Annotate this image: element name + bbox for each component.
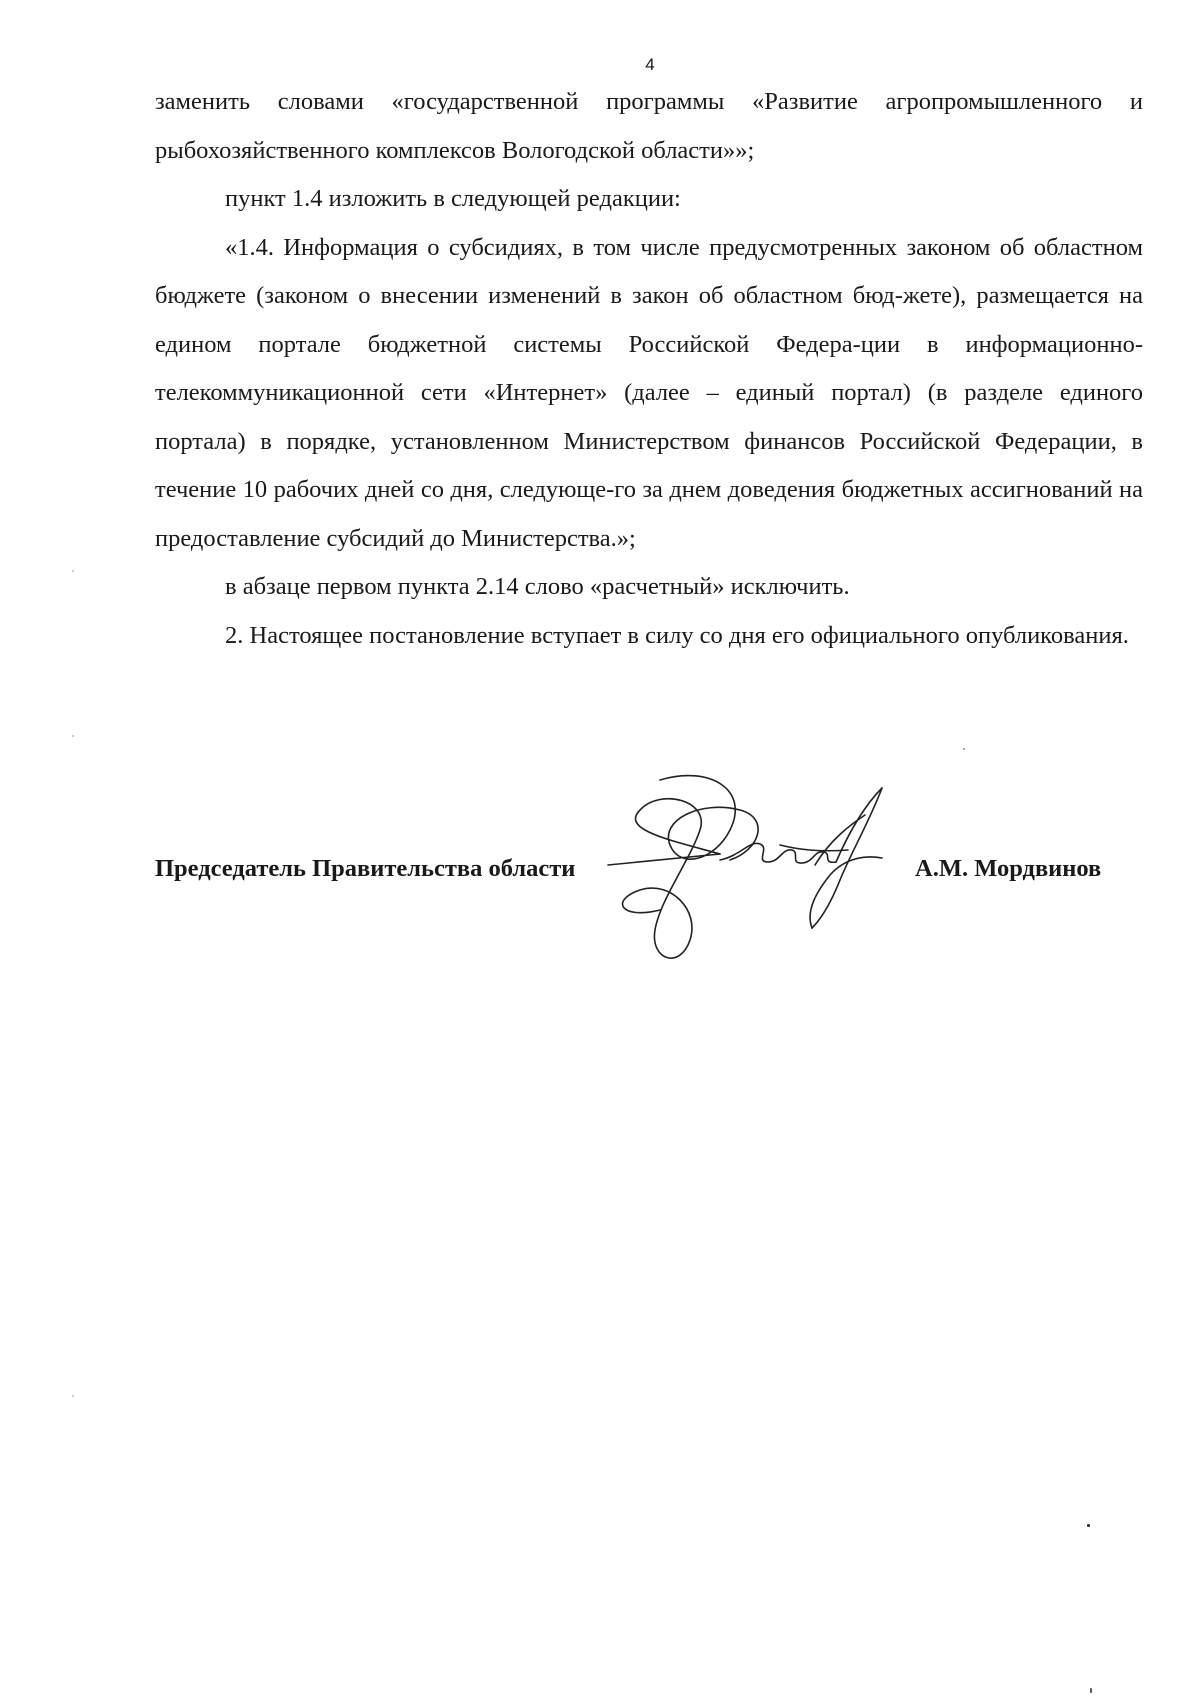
signatory-title: Председатель Правительства области	[155, 855, 576, 882]
scan-speck	[1090, 1688, 1092, 1693]
scan-speck	[72, 570, 74, 572]
scan-speck	[72, 1395, 74, 1397]
paragraph-item-1-4-intro: пункт 1.4 изложить в следующей редакции:	[225, 185, 681, 212]
scan-speck	[72, 735, 74, 737]
scan-speck	[1087, 1524, 1090, 1527]
paragraph-effective-date: 2. Настоящее постановление вступает в силу со дня его официального опубликования.	[225, 621, 1129, 649]
page-number: 4	[645, 55, 655, 74]
scan-speck	[963, 748, 965, 750]
signatory-name: А.М. Мордвинов	[915, 855, 1102, 882]
document-body	[155, 78, 1143, 660]
paragraph-item-1-4-text: «1.4. Информация о субсидиях, в том числе предусмотренных законом об областном бюджете (законом о внесении изменений в закон об областном бюд-жете), размещается на едином портале бюджетной системы Российской Федера-ции в информационно-телекоммуникационной сети «Интернет» (далее – единый портал) (в разделе единого портала) в порядке, установленном Министерством финансов Российской Федерации, в течение 10 рабочих дней со дня, следующе-го за днем доведения бюджетных ассигнований на предоставление субсидий до Министерства.»;	[155, 233, 1143, 552]
handwritten-signature	[600, 770, 960, 970]
paragraph-item-2-14: в абзаце первом пункта 2.14 слово «расчетный» исключить.	[225, 573, 850, 600]
paragraph-replacement: заменить словами «государственной программы «Развитие агропромышленного и рыбохозяйственного комплексов Вологодской области»»;	[155, 88, 1143, 164]
